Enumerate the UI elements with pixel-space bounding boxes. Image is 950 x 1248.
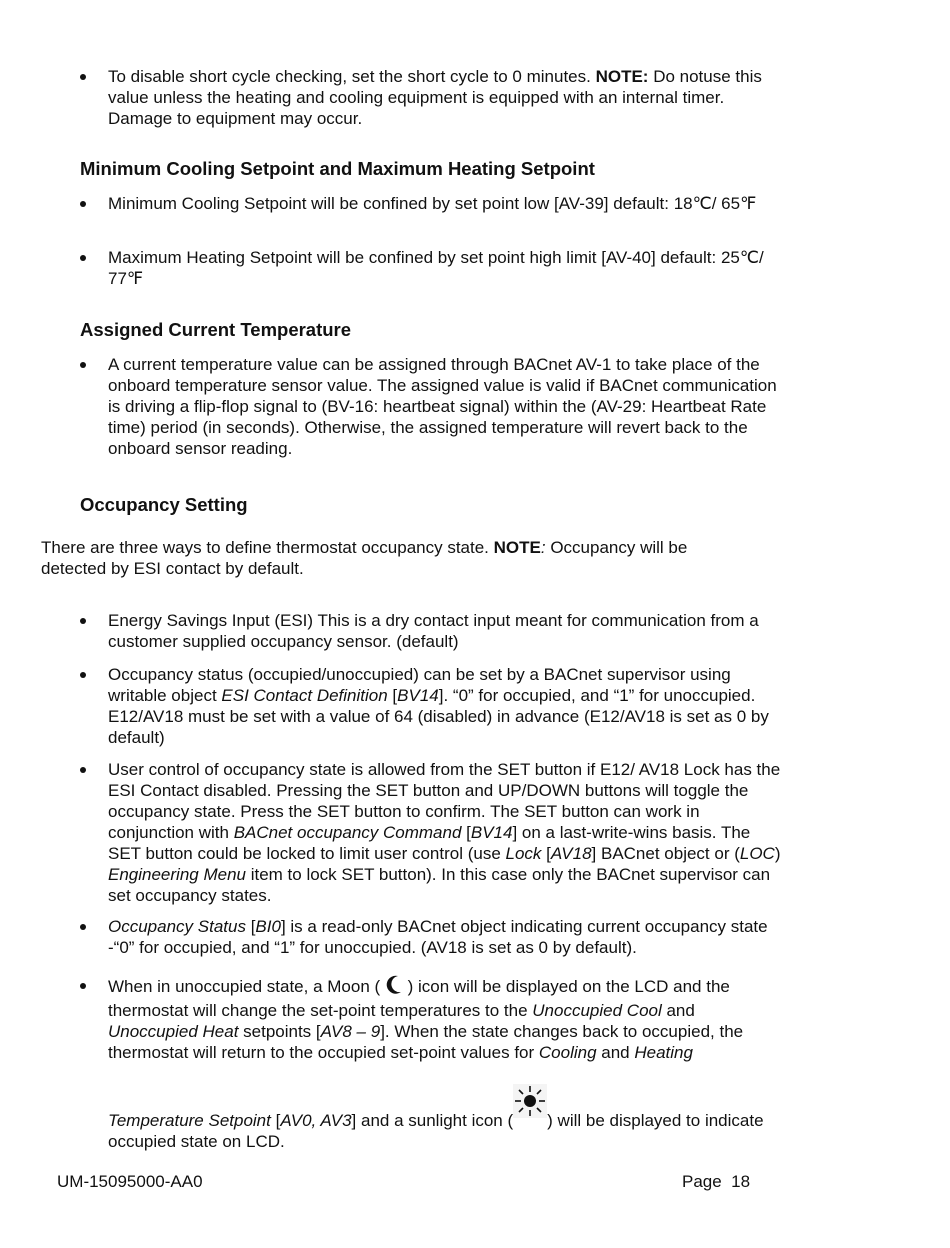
text-run: ]. When the state changes back to occupied, the thermostat will return to the occupied set-point values for: [108, 1022, 744, 1062]
text-run: LOC: [739, 844, 775, 863]
text-run: and: [596, 1043, 635, 1062]
sun-icon: [513, 1084, 547, 1123]
note-colon: :: [540, 538, 546, 557]
short-cycle-list: [0, 66, 784, 129]
short-cycle-text: To disable short cycle checking, set the short cycle to 0 minutes.: [108, 67, 596, 86]
section-heading-occupancy: Occupancy Setting: [80, 494, 248, 515]
occupancy-intro: [0, 537, 741, 579]
text-run: ) will be displayed to indicate occupied state on LCD.: [108, 1111, 764, 1151]
esi-text: Energy Savings Input (ESI) This is a dry contact input meant for communication from a customer supplied occupancy sensor. (default): [108, 611, 759, 651]
intro-note-text: Occupancy will be detected by ESI contact by default.: [41, 538, 688, 578]
text-run: AV0, AV3: [280, 1111, 352, 1130]
text-run: AV8 – 9: [320, 1022, 381, 1041]
text-run: item to lock SET button). In this case only the BACnet supervisor can set occupancy states.: [108, 865, 771, 905]
text-run: [: [245, 917, 256, 936]
occupancy-list-3: [0, 759, 784, 906]
text-run: ESI Contact Definition: [221, 686, 388, 705]
setpoints-list-2: [0, 247, 784, 289]
occupancy-list-5: [0, 975, 784, 1152]
text-run: ] and a sunlight icon (: [351, 1111, 514, 1130]
text-run: [: [270, 1111, 281, 1130]
list-item: [0, 66, 784, 129]
list-item: [0, 664, 784, 748]
short-cycle-note: Do notuse this value unless the heating and cooling equipment is equipped with an internal timer. Damage to equipment may occur.: [108, 67, 762, 128]
occupancy-list-2: [0, 664, 784, 748]
text-run: [: [461, 823, 471, 842]
text-run: User control of occupancy state is allowed from the SET button if E12/ AV18 Lock has the ESI Contact disabled. Pressing the SET button and UP/DOWN buttons will toggle the occupancy state. Press the SET button to confirm. The SET button can work in conjunction with: [108, 760, 781, 842]
text-run: BV14: [397, 686, 439, 705]
list-item: [0, 975, 784, 1152]
text-run: [: [387, 686, 398, 705]
text-run: BACnet occupancy Command: [233, 823, 462, 842]
list-item: [0, 247, 784, 289]
text-run: ] on a last-write-wins basis. The SET button could be locked to limit user control (use: [108, 823, 751, 863]
text-run: ] is a read-only BACnet object indicating current occupancy state -“0” for occupied, and “1” for unoccupied. (AV18 is set as 0 by default).: [108, 917, 768, 957]
text-run: Heating: [634, 1043, 693, 1062]
text-run: Engineering Menu: [108, 865, 246, 884]
text-run: ) icon will be displayed on the LCD and the thermostat will change the set-point temperatures to the: [108, 977, 730, 1020]
text-run: Unoccupied Heat: [108, 1022, 239, 1041]
text-run: [: [541, 844, 551, 863]
text-run: AV18: [550, 844, 592, 863]
moon-icon: [385, 975, 403, 1000]
max-heating-setpoint-text: Maximum Heating Setpoint will be confined by set point high limit [AV-40] default: 25℃/ 77℉: [108, 248, 764, 288]
text-run: ]. “0” for occupied, and “1” for unoccupied. E12/AV18 must be set with a value of 64 (disabled) in advance (E12/AV18 is set as 0 by default): [108, 686, 769, 747]
text-run: setpoints [: [238, 1022, 321, 1041]
setpoints-list: [0, 193, 784, 214]
section-heading-setpoints: Minimum Cooling Setpoint and Maximum Heating Setpoint: [80, 158, 595, 179]
text-run: ] BACnet object or (: [591, 844, 740, 863]
occupancy-list-1: [0, 610, 784, 652]
text-run: Occupancy status (occupied/unoccupied) can be set by a BACnet supervisor using writable object: [108, 665, 731, 705]
list-item: [0, 354, 784, 459]
text-run: BV14: [470, 823, 513, 842]
text-run: When in unoccupied state, a Moon (: [108, 977, 385, 996]
text-run: Temperature Setpoint: [108, 1111, 271, 1130]
page-number: 18: [731, 1172, 751, 1191]
section-heading-assigned-temp: Assigned Current Temperature: [80, 319, 352, 340]
page-label: Page: [682, 1172, 722, 1191]
list-item: [0, 759, 784, 906]
assigned-temp-text: A current temperature value can be assigned through BACnet AV-1 to take place of the onboard temperature sensor value. The assigned value is valid if BACnet communication is driving a flip-flop signal to (BV-16: heartbeat signal) within the (AV-29: Heartbeat Rate time) period (in seconds). Otherwise, the assigned temperature will revert back to the onboard sensor reading.: [108, 355, 777, 458]
text-run: Unoccupied Cool: [532, 1001, 662, 1020]
text-run: Occupancy Status: [108, 917, 246, 936]
text-run: BI0: [255, 917, 281, 936]
intro-text: There are three ways to define thermostat occupancy state.: [41, 538, 494, 557]
footer-page: [682, 1171, 750, 1192]
list-item: [0, 193, 784, 214]
min-cooling-setpoint-text: Minimum Cooling Setpoint will be confined by set point low [AV-39] default: 18℃/ 65℉: [108, 194, 757, 213]
occupancy-list-4: [0, 916, 784, 958]
text-run: Cooling: [538, 1043, 597, 1062]
text-run: and: [661, 1001, 695, 1020]
text-run: Lock: [505, 844, 542, 863]
assigned-temp-list: [0, 354, 784, 459]
list-item: [0, 916, 784, 958]
note-label: NOTE: [493, 538, 541, 557]
list-item: [0, 610, 784, 652]
footer-doc-id: UM-15095000-AA0: [57, 1172, 203, 1191]
note-label: NOTE:: [595, 67, 649, 86]
text-run: ): [774, 844, 781, 863]
